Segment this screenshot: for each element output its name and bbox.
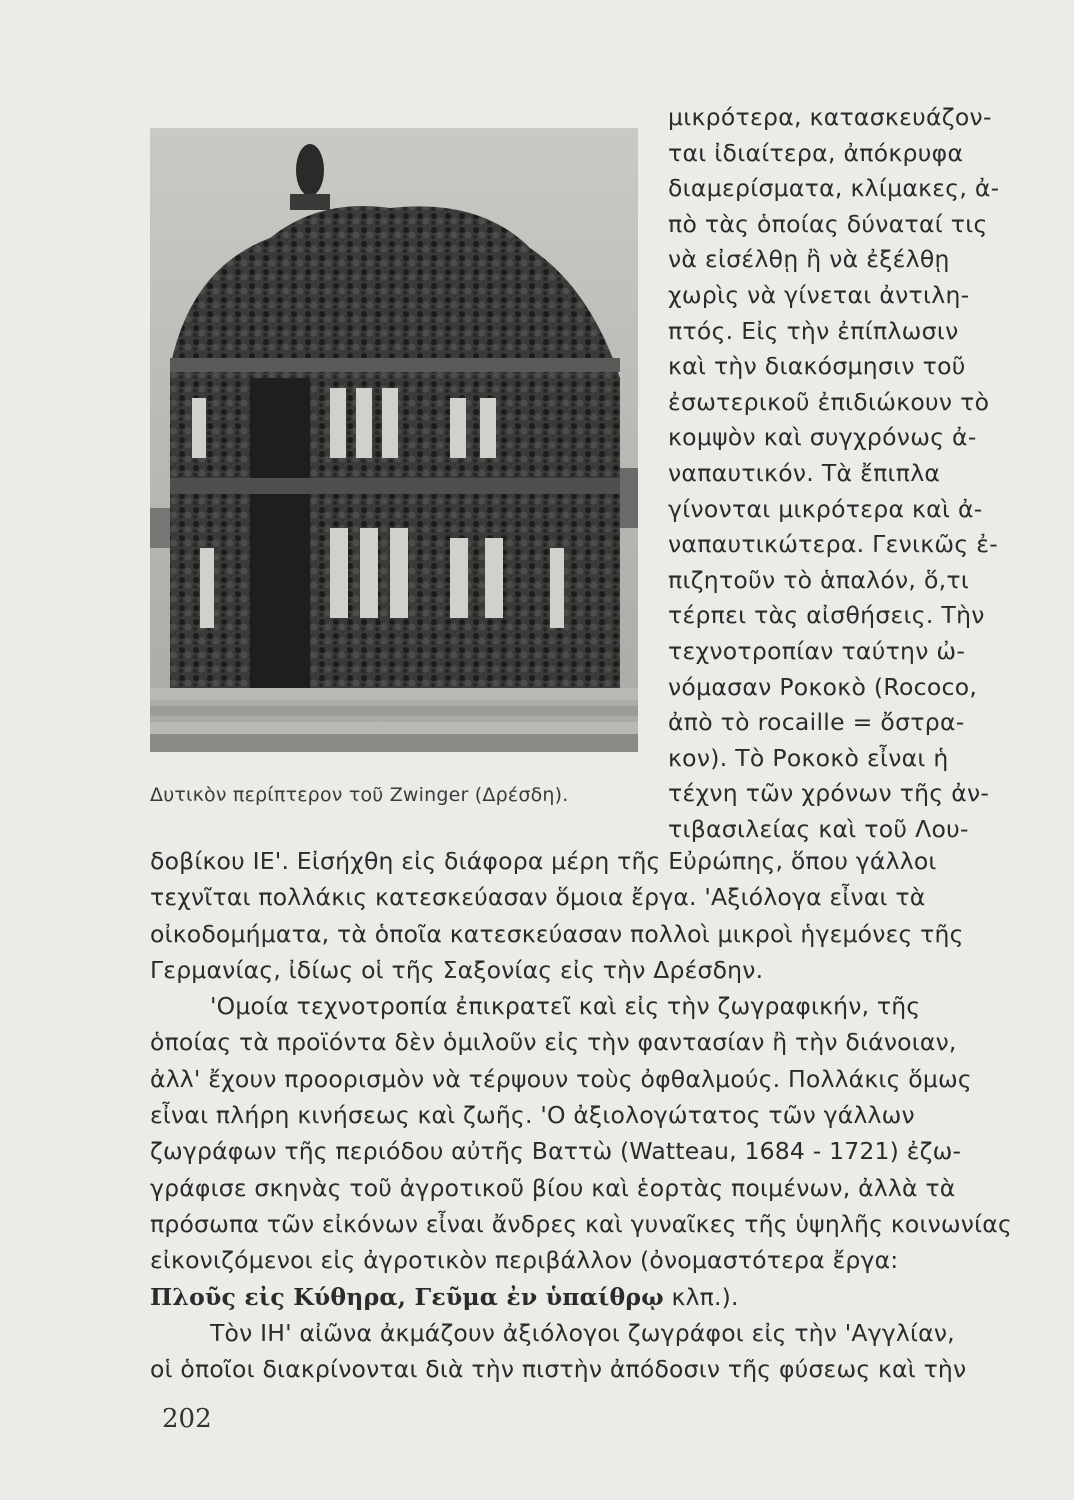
right-column-text [668, 100, 1028, 847]
text-line: ται ἰδιαίτερα, ἀπόκρυφα [668, 138, 964, 167]
text-line: ζωγράφων τῆς περιόδου αὐτῆς Βαττὼ (Watteau, 1684 - 1721) ἐζω- [150, 1137, 962, 1166]
text-line: τέχνη τῶν χρόνων τῆς ἀν- [668, 779, 990, 808]
text-line: οἱ ὁποῖοι διακρίνονται διὰ τὴν πιστὴν ἀπόδοσιν τῆς φύσεως καὶ τὴν [150, 1355, 967, 1384]
text-line: δοβίκου ΙΕ'. Εἰσήχθη εἰς διάφορα μέρη τῆς Εὐρώπης, ὅπου γάλλοι [150, 847, 937, 875]
full-width-text [150, 843, 1030, 1387]
text-line: τεχνοτροπίαν ταύτην ὠ- [668, 636, 966, 665]
works-rest: κλπ.). [663, 1282, 739, 1311]
figure-caption: Δυτικὸν περίπτερον τοῦ Zwinger (Δρέσδη). [150, 784, 569, 806]
text-line: πρόσωπα τῶν εἰκόνων εἶναι ἄνδρες καὶ γυναῖκες τῆς ὑψηλῆς κοινωνίας [150, 1209, 1012, 1238]
text-line: διαμερίσματα, κλίμακες, ἀ- [668, 174, 1000, 203]
works-line [150, 1279, 1030, 1315]
text-line: χωρὶς νὰ γίνεται ἀντιλη- [668, 280, 970, 309]
text-line: ναπαυτικόν. Τὰ ἔπιπλα [668, 458, 941, 487]
text-line: κον). Τὸ Ροκοκὸ εἶναι ἡ [668, 743, 949, 772]
text-line: γράφισε σκηνὰς τοῦ ἀγροτικοῦ βίου καὶ ἑορτὰς ποιμένων, ἀλλὰ τὰ [150, 1173, 956, 1202]
text-line: ναπαυτικώτερα. Γενικῶς ἐ- [668, 530, 999, 559]
text-line: Τὸν ΙΗ' αἰῶνα ἀκμάζουν ἀξιόλογοι ζωγράφοι εἰς τὴν 'Αγγλίαν, [210, 1318, 955, 1347]
text-line: νὰ εἰσέλθῃ ἢ νὰ ἐξέλθῃ [668, 245, 950, 274]
text-line: ἀλλ' ἔχουν προορισμὸν νὰ τέρψουν τοὺς ὀφθαλμούς. Πολλάκις ὅμως [150, 1064, 972, 1093]
text-line: ἐσωτερικοῦ ἐπιδιώκουν τὸ [668, 387, 990, 416]
text-line: καὶ τὴν διακόσμησιν τοῦ [668, 352, 966, 381]
text-line: γίνονται μικρότερα καὶ ἀ- [668, 494, 983, 523]
text-line: ἀπὸ τὸ rocaille = ὄστρα- [668, 708, 965, 737]
text-line: 'Ομοία τεχνοτροπία ἐπικρατεῖ καὶ εἰς τὴν ζωγραφικήν, τῆς [210, 992, 921, 1021]
text-line: οἰκοδομήματα, τὰ ὁποῖα κατεσκεύασαν πολλοὶ μικροὶ ἡγεμόνες τῆς [150, 919, 964, 948]
text-line: πὸ τὰς ὁποίας δύναταί τις [668, 209, 988, 238]
text-line: τέρπει τὰς αἰσθήσεις. Τὴν [668, 601, 985, 630]
zwinger-photo [150, 128, 638, 752]
text-line: πτός. Εἰς τὴν ἐπίπλωσιν [668, 316, 959, 345]
text-line: ὁποίας τὰ προϊόντα δὲν ὁμιλοῦν εἰς τὴν φαντασίαν ἢ τὴν διάνοιαν, [150, 1028, 957, 1057]
text-line: τιβασιλείας καὶ τοῦ Λου- [668, 814, 969, 843]
text-line: μικρότερα, κατασκευάζον- [668, 103, 992, 131]
text-line: Γερμανίας, ἰδίως οἱ τῆς Σαξονίας εἰς τὴν Δρέσδην. [150, 955, 764, 984]
works-titles: Πλοῦς εἰς Κύθηρα, Γεῦμα ἐν ὑπαίθρῳ [150, 1282, 664, 1311]
text-line: τεχνῖται πολλάκις κατεσκεύασαν ὅμοια ἔργα. 'Αξιόλογα εἶναι τὰ [150, 883, 926, 912]
text-line: κομψὸν καὶ συγχρόνως ἀ- [668, 423, 977, 452]
page-number: 202 [162, 1404, 212, 1434]
text-line: πιζητοῦν τὸ ἁπαλόν, ὅ,τι [668, 565, 970, 594]
text-line: εἶναι πλήρη κινήσεως καὶ ζωῆς. 'Ο ἀξιολογώτατος τῶν γάλλων [150, 1101, 915, 1130]
zwinger-photo-drawing [150, 128, 638, 752]
text-line: νόμασαν Ροκοκὸ (Rococo, [668, 672, 978, 701]
text-line: εἰκονιζόμενοι εἰς ἀγροτικὸν περιβάλλον (ὀνομαστότερα ἔργα: [150, 1246, 899, 1275]
